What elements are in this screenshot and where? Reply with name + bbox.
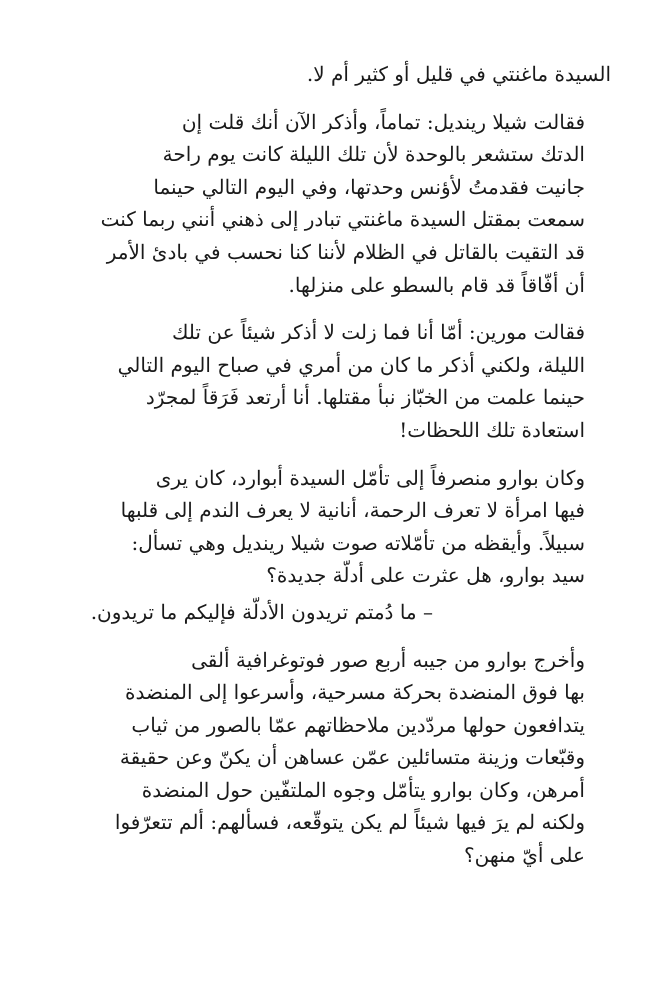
text-line: الدتك ستشعر بالوحدة لأن تلك الليلة كانت يوم راحة bbox=[162, 142, 585, 167]
text-line: أمرهن، وكان بوارو يتأمّل وجوه الملتفّين حول المنضدة bbox=[141, 777, 585, 802]
text-line: سبيلاً. وأيقظه من تأمّلاته صوت شيلا رينديل وهي تسأل: bbox=[131, 530, 585, 555]
text-line: السيدة ماغنتي في قليل أو كثير أم لا. bbox=[306, 62, 611, 86]
text-line: ولكنه لم يرَ فيها شيئاً لم يكن يتوقّعه، فسألهم: ألم تتعرّفوا bbox=[114, 810, 585, 835]
text-line: وقبّعات وزينة متسائلين عمّن عساهن أن يكنّ وعن حقيقة bbox=[119, 745, 585, 770]
dialogue-line bbox=[44, 596, 611, 629]
paragraph-1 bbox=[44, 58, 611, 91]
text-line: وأخرج بوارو من جيبه أربع صور فوتوغرافية ألقى bbox=[191, 647, 585, 672]
text-line: وكان بوارو منصرفاً إلى تأمّل السيدة أبوارد، كان يرى bbox=[155, 465, 585, 490]
text-line: قد التقيت بالقاتل في الظلام لأننا كنا نحسب في بادئ الأمر bbox=[106, 239, 585, 264]
text-line: الليلة، ولكني أذكر ما كان من أمري في صباح اليوم التالي bbox=[117, 352, 585, 377]
paragraph-2 bbox=[44, 106, 611, 302]
text-line: يتدافعون حولها مردّدين ملاحظاتهم عمّا بالصور من ثياب bbox=[131, 712, 585, 737]
paragraph-6 bbox=[44, 644, 611, 872]
text-line: – ما دُمتم تريدون الأدلّة فإليكم ما تريدون. bbox=[90, 599, 433, 624]
paragraph-4 bbox=[44, 462, 611, 592]
text-line: فيها امرأة لا تعرف الرحمة، أنانية لا يعرف الندم إلى قلبها bbox=[120, 498, 585, 523]
text-line: حينما علمت من الخبّاز نبأ مقتلها. أنا أرتعد فَرَقاً لمجرّد bbox=[145, 385, 585, 410]
text-line: استعادة تلك اللحظات! bbox=[399, 417, 585, 442]
text-line: جانيت فقدمتُ لأؤنس وحدتها، وفي اليوم التالي حينما bbox=[153, 174, 585, 199]
text-line: سيد بوارو، هل عثرت على أدلّة جديدة؟ bbox=[266, 563, 585, 588]
paragraph-3 bbox=[44, 316, 611, 446]
text-line: على أيّ منهن؟ bbox=[464, 843, 585, 868]
text-line: بها فوق المنضدة بحركة مسرحية، وأسرعوا إلى المنضدة bbox=[125, 680, 585, 705]
text-line: أن أفّاقاً قد قام بالسطو على منزلها. bbox=[288, 272, 585, 297]
text-line: فقالت مورين: أمّا أنا فما زلت لا أذكر شيئاً عن تلك bbox=[171, 320, 585, 345]
text-line: سمعت بمقتل السيدة ماغنتي تبادر إلى ذهني أنني ربما كنت bbox=[100, 207, 585, 232]
text-line: فقالت شيلا رينديل: تماماً، وأذكر الآن أنك قلت إن bbox=[181, 109, 585, 134]
